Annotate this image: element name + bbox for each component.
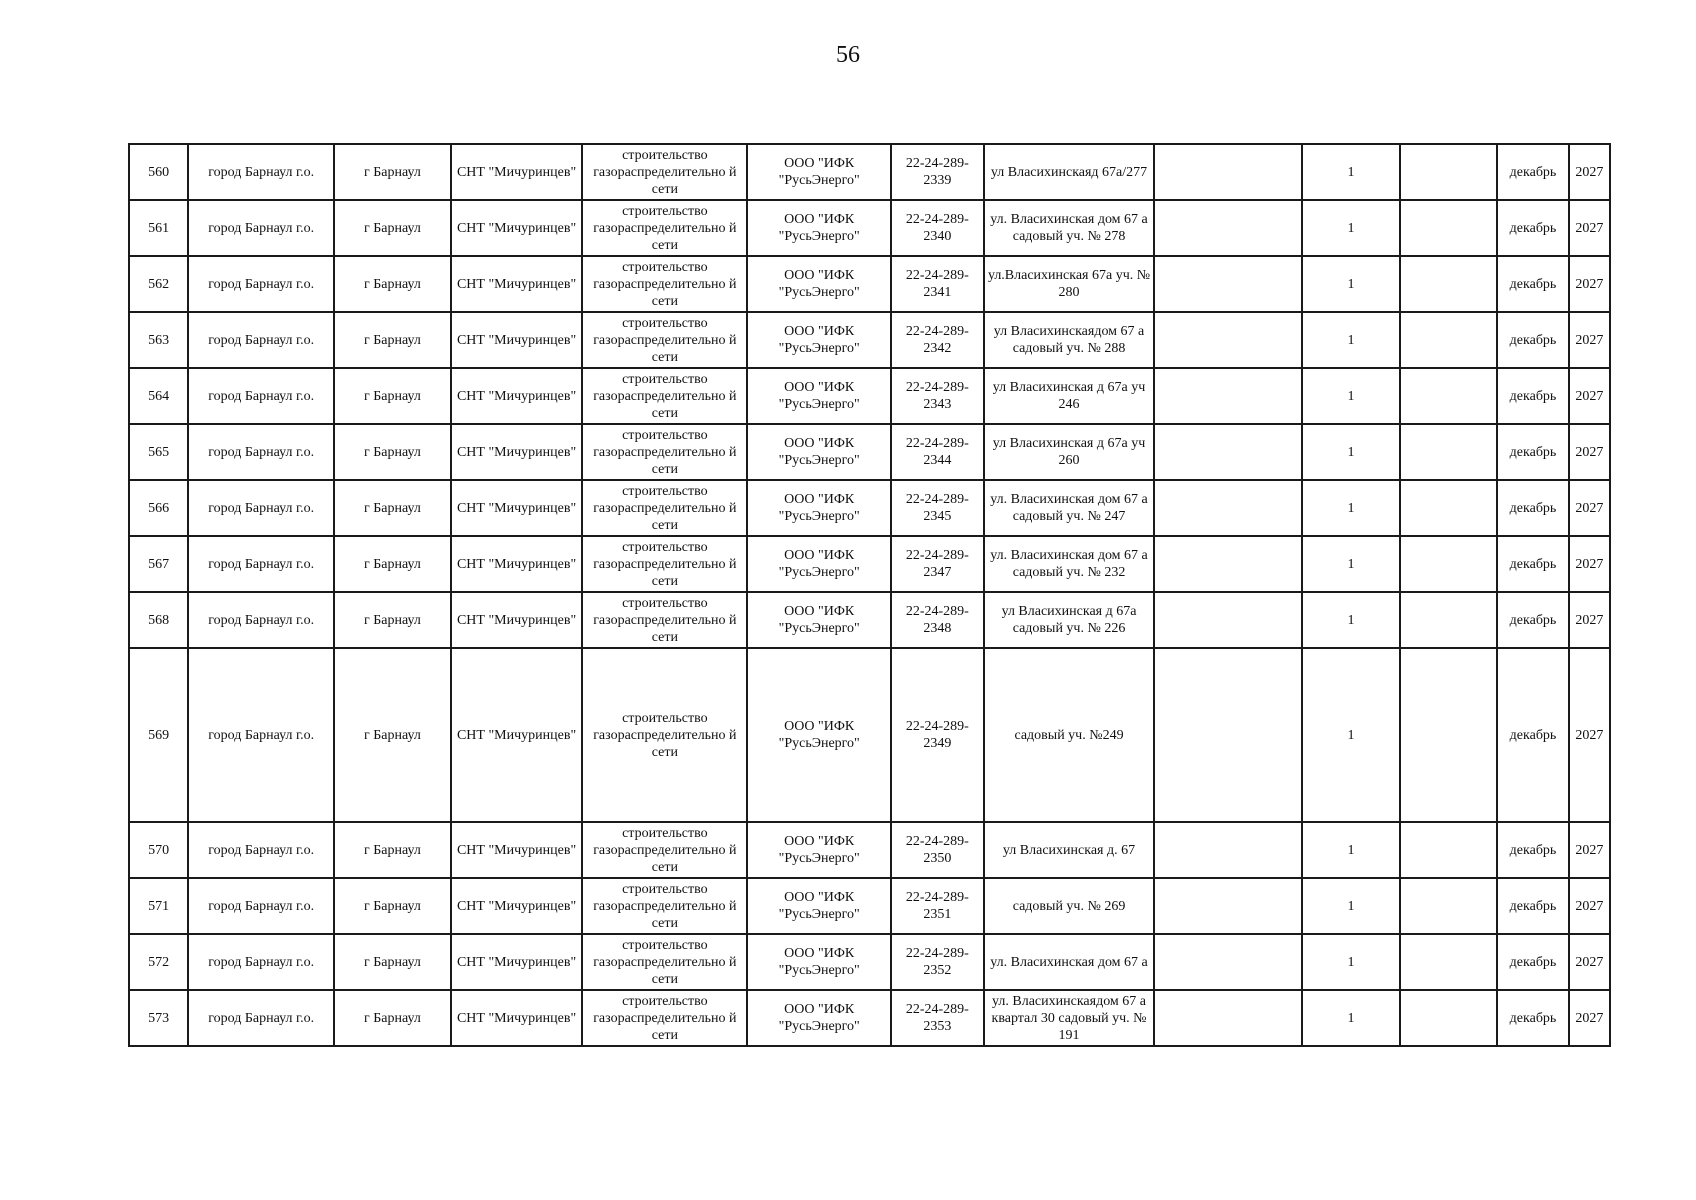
- organization-cell: ООО "ИФК "РусьЭнерго": [747, 822, 891, 878]
- partnership-cell: СНТ "Мичуринцев": [451, 934, 583, 990]
- quantity-cell: 1: [1302, 878, 1400, 934]
- empty-cell: [1400, 592, 1498, 648]
- row-number-cell: 566: [129, 480, 188, 536]
- organization-cell: ООО "ИФК "РусьЭнерго": [747, 480, 891, 536]
- work-type-cell: строительство газораспределительно й сети: [582, 822, 747, 878]
- page-number: 56: [836, 42, 860, 68]
- application-code-cell: 22-24-289-2344: [891, 424, 983, 480]
- month-cell: декабрь: [1497, 990, 1568, 1046]
- quantity-cell: 1: [1302, 592, 1400, 648]
- locality-cell: г Барнаул: [334, 990, 451, 1046]
- locality-cell: г Барнаул: [334, 368, 451, 424]
- partnership-cell: СНТ "Мичуринцев": [451, 256, 583, 312]
- work-type-cell: строительство газораспределительно й сети: [582, 648, 747, 822]
- year-cell: 2027: [1569, 822, 1610, 878]
- month-cell: декабрь: [1497, 312, 1568, 368]
- address-cell: ул.Власихинская 67а уч. № 280: [984, 256, 1155, 312]
- year-cell: 2027: [1569, 200, 1610, 256]
- work-type-cell: строительство газораспределительно й сети: [582, 934, 747, 990]
- address-cell: ул. Власихинская дом 67 а: [984, 934, 1155, 990]
- table-row: [129, 990, 1610, 1046]
- month-cell: декабрь: [1497, 480, 1568, 536]
- empty-cell: [1154, 536, 1302, 592]
- work-type-cell: строительство газораспределительно й сети: [582, 256, 747, 312]
- organization-cell: ООО "ИФК "РусьЭнерго": [747, 878, 891, 934]
- month-cell: декабрь: [1497, 200, 1568, 256]
- month-cell: декабрь: [1497, 536, 1568, 592]
- table-row: [129, 592, 1610, 648]
- organization-cell: ООО "ИФК "РусьЭнерго": [747, 368, 891, 424]
- district-cell: город Барнаул г.о.: [188, 368, 334, 424]
- locality-cell: г Барнаул: [334, 144, 451, 200]
- address-cell: ул. Власихинскаядом 67 а квартал 30 садовый уч. № 191: [984, 990, 1155, 1046]
- empty-cell: [1154, 934, 1302, 990]
- quantity-cell: 1: [1302, 144, 1400, 200]
- empty-cell: [1400, 536, 1498, 592]
- district-cell: город Барнаул г.о.: [188, 144, 334, 200]
- empty-cell: [1154, 648, 1302, 822]
- empty-cell: [1154, 256, 1302, 312]
- district-cell: город Барнаул г.о.: [188, 990, 334, 1046]
- application-code-cell: 22-24-289-2339: [891, 144, 983, 200]
- organization-cell: ООО "ИФК "РусьЭнерго": [747, 592, 891, 648]
- application-code-cell: 22-24-289-2345: [891, 480, 983, 536]
- locality-cell: г Барнаул: [334, 200, 451, 256]
- table-row: [129, 256, 1610, 312]
- address-cell: ул Власихинская д 67а уч 260: [984, 424, 1155, 480]
- row-number-cell: 564: [129, 368, 188, 424]
- locality-cell: г Барнаул: [334, 878, 451, 934]
- empty-cell: [1154, 822, 1302, 878]
- work-type-cell: строительство газораспределительно й сети: [582, 592, 747, 648]
- quantity-cell: 1: [1302, 424, 1400, 480]
- quantity-cell: 1: [1302, 368, 1400, 424]
- address-cell: садовый уч. №249: [984, 648, 1155, 822]
- district-cell: город Барнаул г.о.: [188, 312, 334, 368]
- partnership-cell: СНТ "Мичуринцев": [451, 990, 583, 1046]
- month-cell: декабрь: [1497, 144, 1568, 200]
- year-cell: 2027: [1569, 648, 1610, 822]
- year-cell: 2027: [1569, 878, 1610, 934]
- table-row: [129, 934, 1610, 990]
- partnership-cell: СНТ "Мичуринцев": [451, 592, 583, 648]
- row-number-cell: 568: [129, 592, 188, 648]
- organization-cell: ООО "ИФК "РусьЭнерго": [747, 200, 891, 256]
- organization-cell: ООО "ИФК "РусьЭнерго": [747, 990, 891, 1046]
- work-type-cell: строительство газораспределительно й сети: [582, 990, 747, 1046]
- locality-cell: г Барнаул: [334, 536, 451, 592]
- quantity-cell: 1: [1302, 990, 1400, 1046]
- empty-cell: [1154, 878, 1302, 934]
- table-row: [129, 200, 1610, 256]
- year-cell: 2027: [1569, 144, 1610, 200]
- quantity-cell: 1: [1302, 256, 1400, 312]
- month-cell: декабрь: [1497, 368, 1568, 424]
- empty-cell: [1400, 878, 1498, 934]
- registry-table: [128, 143, 1611, 1047]
- empty-cell: [1154, 144, 1302, 200]
- empty-cell: [1400, 934, 1498, 990]
- district-cell: город Барнаул г.о.: [188, 878, 334, 934]
- partnership-cell: СНТ "Мичуринцев": [451, 144, 583, 200]
- row-number-cell: 570: [129, 822, 188, 878]
- district-cell: город Барнаул г.о.: [188, 592, 334, 648]
- table-row: [129, 480, 1610, 536]
- quantity-cell: 1: [1302, 480, 1400, 536]
- quantity-cell: 1: [1302, 648, 1400, 822]
- table-row: [129, 536, 1610, 592]
- empty-cell: [1154, 368, 1302, 424]
- month-cell: декабрь: [1497, 934, 1568, 990]
- locality-cell: г Барнаул: [334, 312, 451, 368]
- empty-cell: [1400, 990, 1498, 1046]
- application-code-cell: 22-24-289-2348: [891, 592, 983, 648]
- month-cell: декабрь: [1497, 592, 1568, 648]
- application-code-cell: 22-24-289-2352: [891, 934, 983, 990]
- work-type-cell: строительство газораспределительно й сети: [582, 312, 747, 368]
- district-cell: город Барнаул г.о.: [188, 822, 334, 878]
- locality-cell: г Барнаул: [334, 424, 451, 480]
- row-number-cell: 569: [129, 648, 188, 822]
- application-code-cell: 22-24-289-2353: [891, 990, 983, 1046]
- application-code-cell: 22-24-289-2341: [891, 256, 983, 312]
- organization-cell: ООО "ИФК "РусьЭнерго": [747, 424, 891, 480]
- row-number-cell: 561: [129, 200, 188, 256]
- row-number-cell: 560: [129, 144, 188, 200]
- district-cell: город Барнаул г.о.: [188, 424, 334, 480]
- address-cell: ул Власихинская д 67а садовый уч. № 226: [984, 592, 1155, 648]
- row-number-cell: 572: [129, 934, 188, 990]
- month-cell: декабрь: [1497, 648, 1568, 822]
- empty-cell: [1400, 648, 1498, 822]
- work-type-cell: строительство газораспределительно й сети: [582, 424, 747, 480]
- quantity-cell: 1: [1302, 934, 1400, 990]
- empty-cell: [1154, 424, 1302, 480]
- month-cell: декабрь: [1497, 256, 1568, 312]
- address-cell: садовый уч. № 269: [984, 878, 1155, 934]
- row-number-cell: 567: [129, 536, 188, 592]
- application-code-cell: 22-24-289-2350: [891, 822, 983, 878]
- table-row: [129, 312, 1610, 368]
- application-code-cell: 22-24-289-2340: [891, 200, 983, 256]
- row-number-cell: 562: [129, 256, 188, 312]
- row-number-cell: 563: [129, 312, 188, 368]
- district-cell: город Барнаул г.о.: [188, 480, 334, 536]
- month-cell: декабрь: [1497, 878, 1568, 934]
- address-cell: ул. Власихинская дом 67 а садовый уч. № 278: [984, 200, 1155, 256]
- table-row: [129, 368, 1610, 424]
- locality-cell: г Барнаул: [334, 934, 451, 990]
- year-cell: 2027: [1569, 990, 1610, 1046]
- address-cell: ул. Власихинская дом 67 а садовый уч. № 247: [984, 480, 1155, 536]
- row-number-cell: 565: [129, 424, 188, 480]
- district-cell: город Барнаул г.о.: [188, 536, 334, 592]
- table-row: [129, 144, 1610, 200]
- empty-cell: [1154, 312, 1302, 368]
- partnership-cell: СНТ "Мичуринцев": [451, 424, 583, 480]
- organization-cell: ООО "ИФК "РусьЭнерго": [747, 648, 891, 822]
- table-row: [129, 648, 1610, 822]
- empty-cell: [1400, 144, 1498, 200]
- empty-cell: [1400, 480, 1498, 536]
- address-cell: ул. Власихинская дом 67 а садовый уч. № 232: [984, 536, 1155, 592]
- partnership-cell: СНТ "Мичуринцев": [451, 822, 583, 878]
- district-cell: город Барнаул г.о.: [188, 256, 334, 312]
- district-cell: город Барнаул г.о.: [188, 648, 334, 822]
- organization-cell: ООО "ИФК "РусьЭнерго": [747, 536, 891, 592]
- month-cell: декабрь: [1497, 822, 1568, 878]
- address-cell: ул Власихинскаядом 67 а садовый уч. № 288: [984, 312, 1155, 368]
- partnership-cell: СНТ "Мичуринцев": [451, 878, 583, 934]
- quantity-cell: 1: [1302, 536, 1400, 592]
- table-row: [129, 424, 1610, 480]
- row-number-cell: 573: [129, 990, 188, 1046]
- empty-cell: [1400, 822, 1498, 878]
- empty-cell: [1400, 256, 1498, 312]
- empty-cell: [1154, 480, 1302, 536]
- work-type-cell: строительство газораспределительно й сети: [582, 200, 747, 256]
- partnership-cell: СНТ "Мичуринцев": [451, 368, 583, 424]
- district-cell: город Барнаул г.о.: [188, 200, 334, 256]
- application-code-cell: 22-24-289-2349: [891, 648, 983, 822]
- empty-cell: [1400, 368, 1498, 424]
- locality-cell: г Барнаул: [334, 648, 451, 822]
- row-number-cell: 571: [129, 878, 188, 934]
- table-row: [129, 822, 1610, 878]
- empty-cell: [1154, 592, 1302, 648]
- empty-cell: [1154, 990, 1302, 1046]
- application-code-cell: 22-24-289-2343: [891, 368, 983, 424]
- year-cell: 2027: [1569, 536, 1610, 592]
- quantity-cell: 1: [1302, 822, 1400, 878]
- application-code-cell: 22-24-289-2351: [891, 878, 983, 934]
- quantity-cell: 1: [1302, 200, 1400, 256]
- year-cell: 2027: [1569, 592, 1610, 648]
- organization-cell: ООО "ИФК "РусьЭнерго": [747, 934, 891, 990]
- partnership-cell: СНТ "Мичуринцев": [451, 312, 583, 368]
- empty-cell: [1400, 312, 1498, 368]
- application-code-cell: 22-24-289-2342: [891, 312, 983, 368]
- work-type-cell: строительство газораспределительно й сети: [582, 480, 747, 536]
- partnership-cell: СНТ "Мичуринцев": [451, 536, 583, 592]
- locality-cell: г Барнаул: [334, 480, 451, 536]
- partnership-cell: СНТ "Мичуринцев": [451, 480, 583, 536]
- locality-cell: г Барнаул: [334, 256, 451, 312]
- address-cell: ул Власихинскаяд 67а/277: [984, 144, 1155, 200]
- empty-cell: [1400, 200, 1498, 256]
- empty-cell: [1154, 200, 1302, 256]
- locality-cell: г Барнаул: [334, 822, 451, 878]
- year-cell: 2027: [1569, 934, 1610, 990]
- organization-cell: ООО "ИФК "РусьЭнерго": [747, 312, 891, 368]
- year-cell: 2027: [1569, 312, 1610, 368]
- partnership-cell: СНТ "Мичуринцев": [451, 648, 583, 822]
- address-cell: ул Власихинская д 67а уч 246: [984, 368, 1155, 424]
- work-type-cell: строительство газораспределительно й сети: [582, 536, 747, 592]
- month-cell: декабрь: [1497, 424, 1568, 480]
- application-code-cell: 22-24-289-2347: [891, 536, 983, 592]
- table-row: [129, 878, 1610, 934]
- table-body: [129, 144, 1610, 1046]
- year-cell: 2027: [1569, 424, 1610, 480]
- quantity-cell: 1: [1302, 312, 1400, 368]
- year-cell: 2027: [1569, 256, 1610, 312]
- district-cell: город Барнаул г.о.: [188, 934, 334, 990]
- work-type-cell: строительство газораспределительно й сети: [582, 878, 747, 934]
- organization-cell: ООО "ИФК "РусьЭнерго": [747, 144, 891, 200]
- year-cell: 2027: [1569, 480, 1610, 536]
- address-cell: ул Власихинская д. 67: [984, 822, 1155, 878]
- organization-cell: ООО "ИФК "РусьЭнерго": [747, 256, 891, 312]
- year-cell: 2027: [1569, 368, 1610, 424]
- work-type-cell: строительство газораспределительно й сети: [582, 144, 747, 200]
- work-type-cell: строительство газораспределительно й сети: [582, 368, 747, 424]
- partnership-cell: СНТ "Мичуринцев": [451, 200, 583, 256]
- locality-cell: г Барнаул: [334, 592, 451, 648]
- empty-cell: [1400, 424, 1498, 480]
